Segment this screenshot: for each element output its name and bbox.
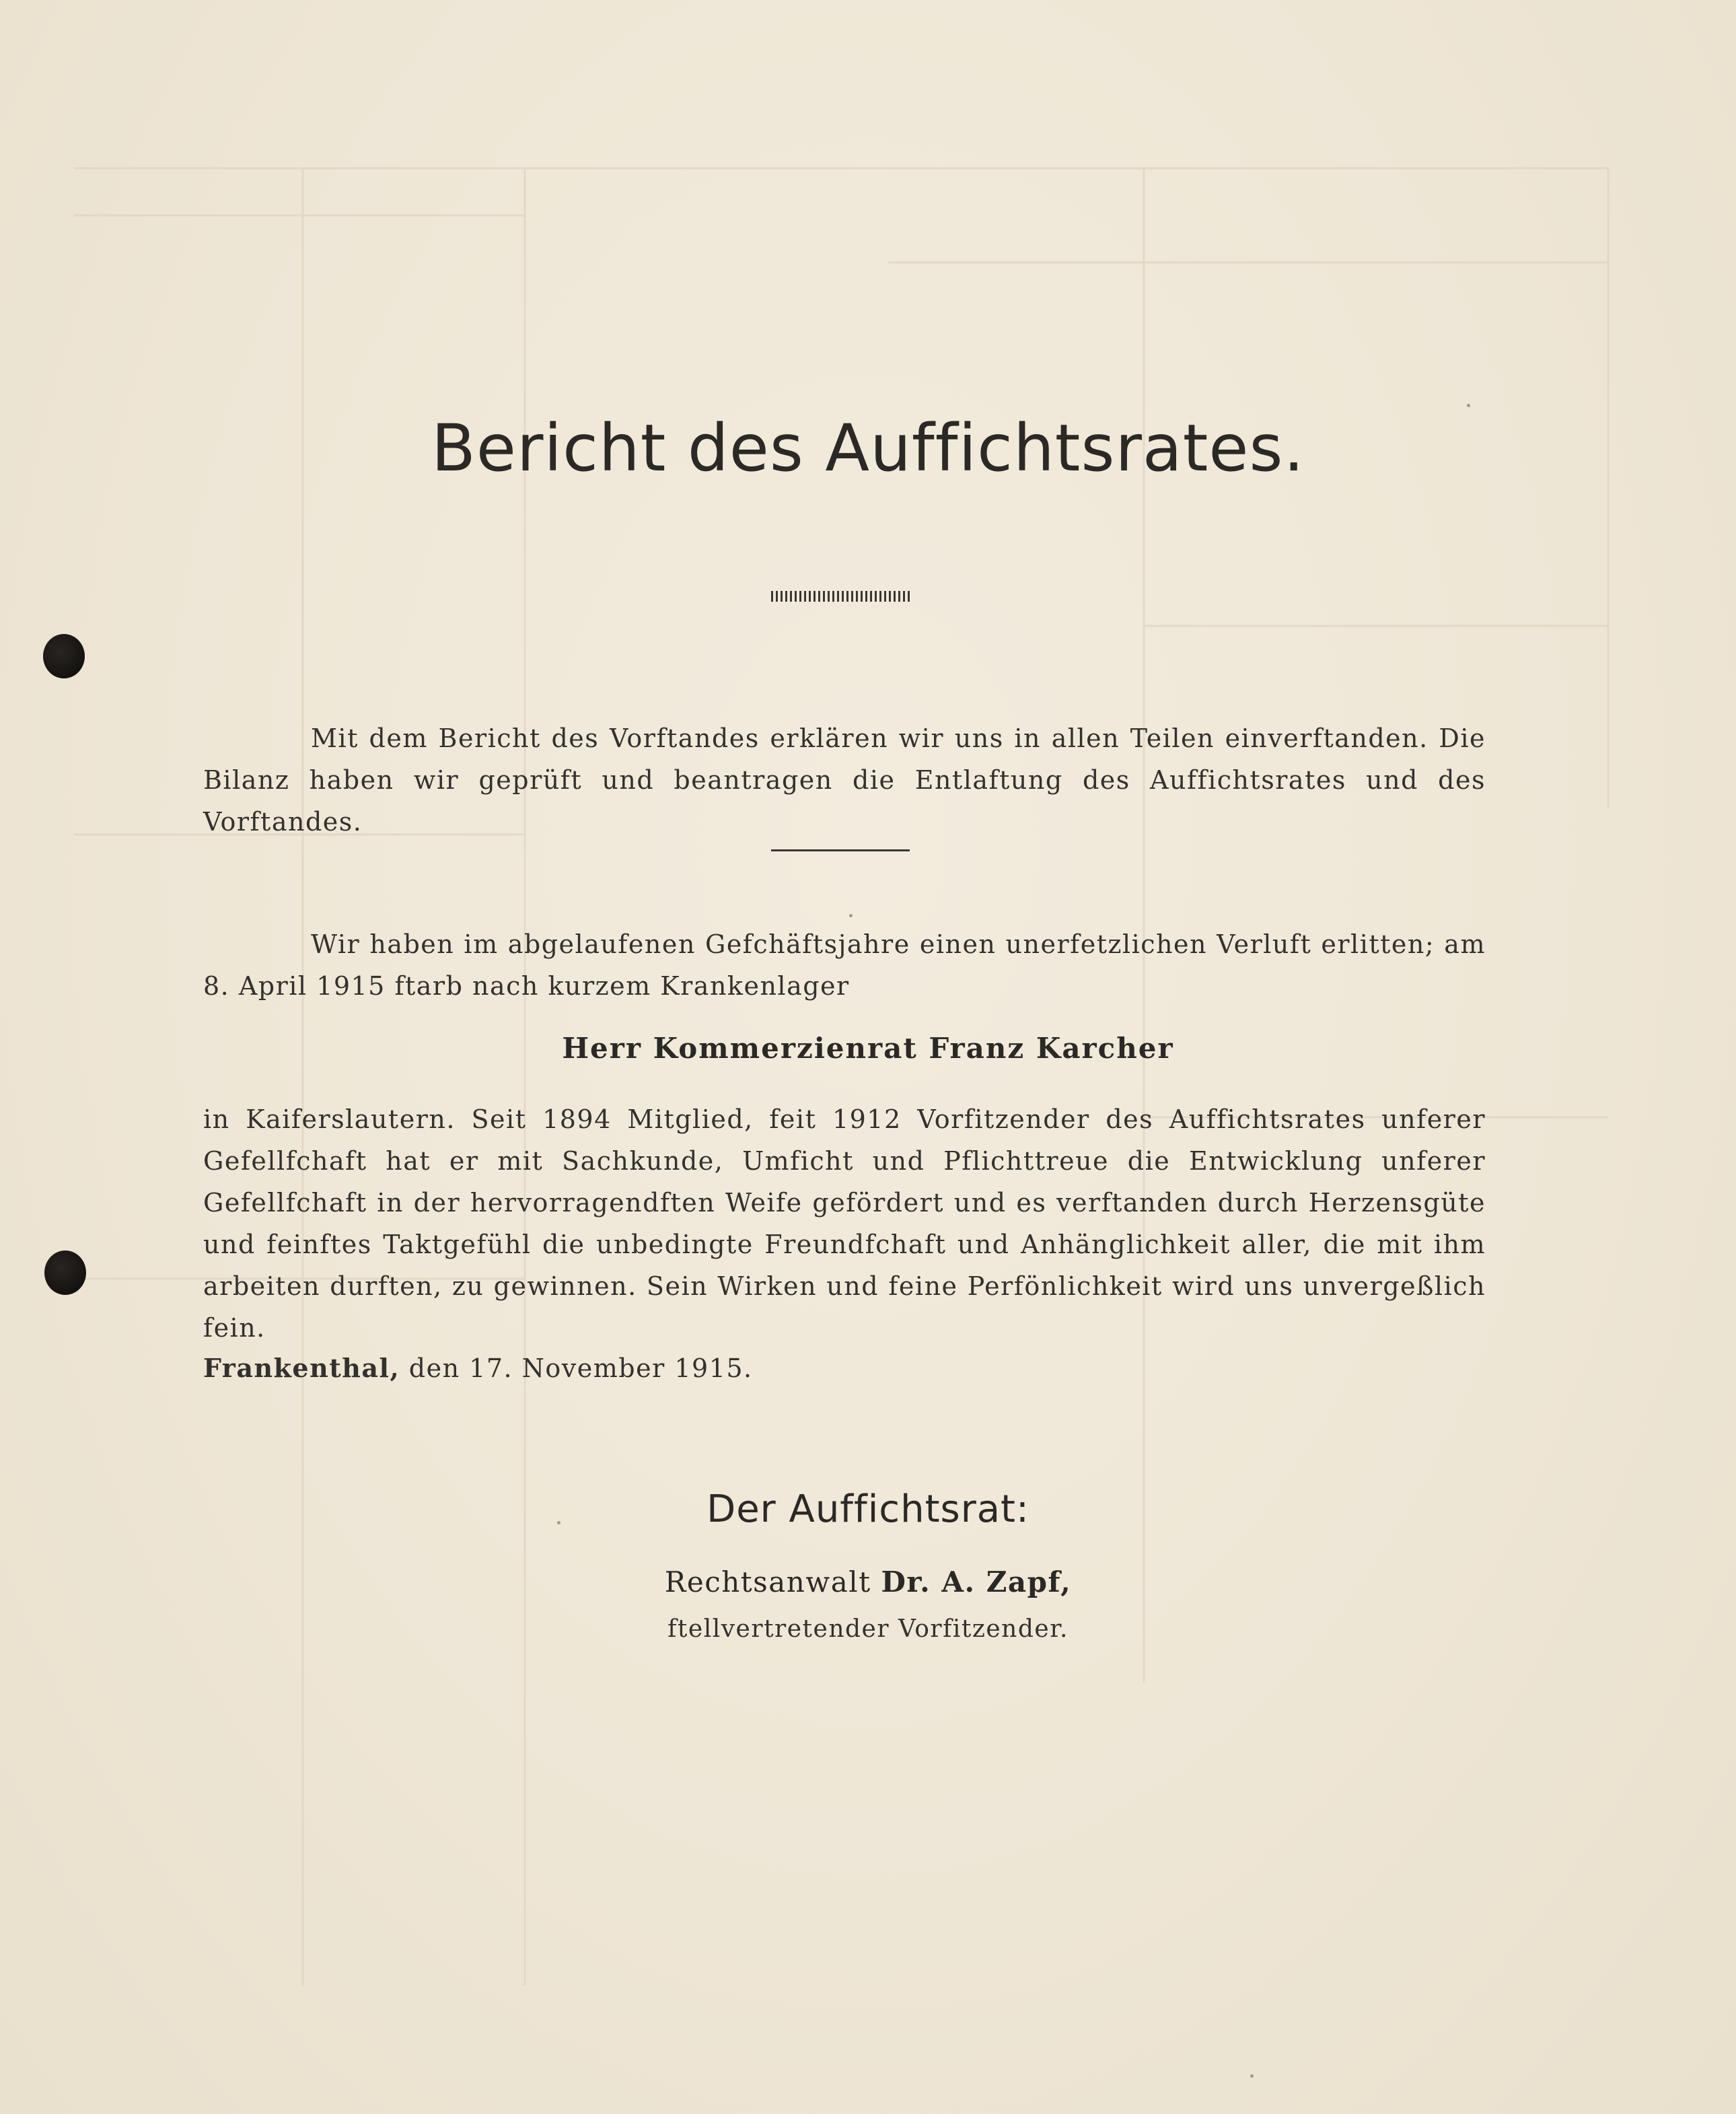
signatory-role: ftellvertretender Vorfitzender. bbox=[667, 1615, 1069, 1643]
obituary-body-paragraph: in Kaiferslautern. Seit 1894 Mitglied, feit 1912 Vorfitzender des Auffichtsrates unferer Gefellfchaft hat er mit Sachkunde, Umficht und Pflichttreue die Entwicklung unferer Gefellfchaft in der hervorragendften Weife gefördert und es verftanden durch Herzensgüte und feinftes Taktgefühl die unbedingte Freundfchaft und Anhänglichkeit aller, die mit ihm arbeiten durften, zu gewinnen. Sein Wirken und feine Perfönlichkeit wird uns unvergeßlich fein. bbox=[203, 1104, 1486, 1343]
dateline-date: den 17. November 1915. bbox=[408, 1353, 753, 1383]
punch-hole-top bbox=[43, 634, 85, 678]
paper-speck bbox=[849, 914, 853, 917]
signoff-heading: Der Auffichtsrat: bbox=[707, 1487, 1029, 1531]
signatory-name: Dr. A. Zapf, bbox=[881, 1565, 1072, 1598]
section-divider bbox=[771, 849, 910, 851]
paper-speck bbox=[1250, 2074, 1254, 2078]
obituary-intro-paragraph: Wir haben im abgelaufenen Gefchäftsjahre einen unerfetzlichen Verluft erlitten; am 8. April 1915 ftarb nach kurzem Krankenlager bbox=[203, 929, 1486, 1001]
approval-paragraph: Mit dem Bericht des Vorftandes erklären wir uns in allen Teilen einverftanden. Die Bilanz haben wir geprüft und beantragen die Entlaftung des Auffichtsrates und des Vorftandes. bbox=[203, 724, 1486, 837]
paper-speck bbox=[1467, 404, 1470, 407]
report-title: Bericht des Auffichtsrates. bbox=[431, 411, 1305, 486]
signatory-prefix: Rechtsanwalt bbox=[664, 1565, 871, 1598]
punch-hole-bottom bbox=[44, 1250, 86, 1295]
dateline bbox=[203, 1353, 753, 1383]
signatory bbox=[0, 1565, 1736, 1598]
title-ornament-divider bbox=[771, 591, 910, 602]
deceased-name: Herr Kommerzienrat Franz Karcher bbox=[562, 1032, 1174, 1065]
dateline-place: Frankenthal, bbox=[203, 1353, 400, 1383]
